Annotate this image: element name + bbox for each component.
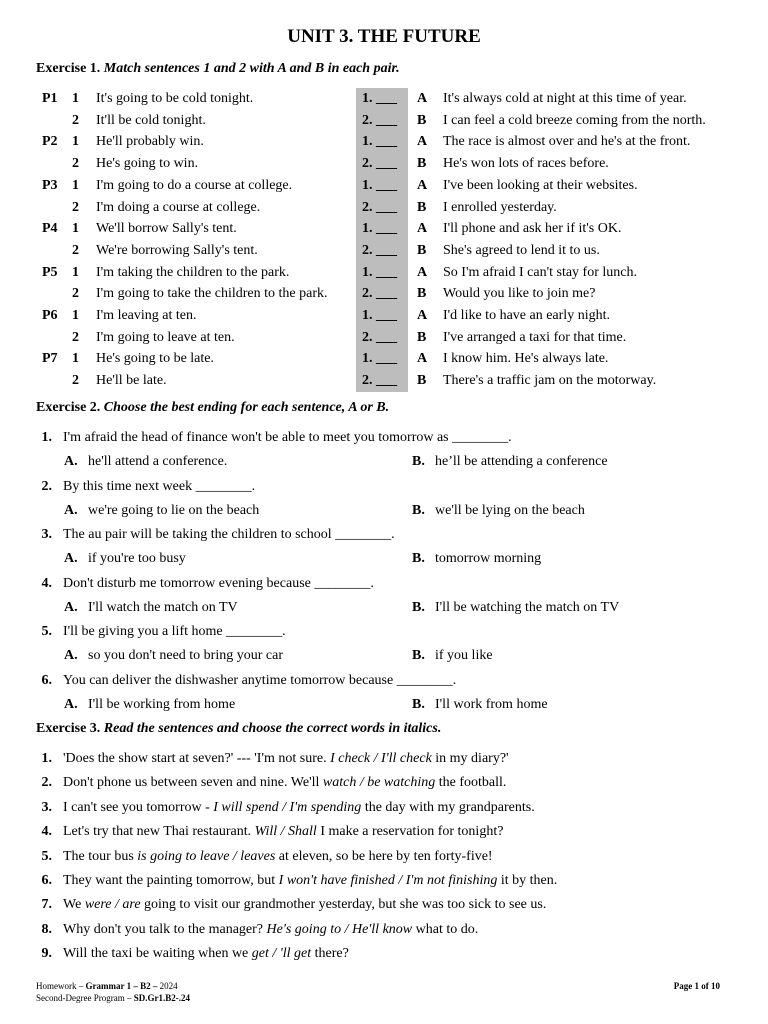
footer-line1-bold: Grammar 1 – B2 –: [85, 981, 158, 991]
match-row: [0, 305, 768, 327]
answer-blank[interactable]: 1. ___: [362, 91, 397, 106]
sentence-number: 8.: [41, 921, 52, 937]
italic-choices[interactable]: I won't have finished / I'm not finishing: [278, 873, 498, 888]
question: [0, 525, 768, 545]
answer-blank[interactable]: 1. ___: [362, 177, 397, 193]
sentence-post: I make a reservation for tonight?: [316, 824, 504, 840]
sentence-text: It'll be cold tonight.: [96, 112, 206, 128]
question-number: 4.: [41, 575, 52, 591]
question-text: You can deliver the dishwasher anytime tomorrow because ________.: [63, 673, 457, 688]
option-letter: A: [417, 134, 428, 150]
sentence-text: [63, 773, 506, 793]
exercise1-heading: [36, 61, 400, 77]
option-letter: B: [417, 329, 427, 345]
sentence-number: 2: [72, 286, 79, 302]
sentence-number: 1.: [41, 751, 52, 766]
option-text: Would you like to join me?: [443, 286, 596, 302]
answer-blank[interactable]: 2. ___: [362, 199, 397, 215]
match-row: [0, 218, 768, 240]
sentence-text: I'm going to take the children to the park.: [96, 286, 328, 302]
sentence-text: I'm leaving at ten.: [96, 308, 197, 323]
sentence-item: [0, 871, 768, 891]
option-letter: B: [417, 112, 427, 128]
sentence-item: [0, 847, 768, 867]
sentence-number: 3.: [41, 799, 52, 815]
option-a-label[interactable]: A.: [64, 599, 78, 615]
option-letter: A: [417, 91, 428, 106]
footer-course-info: [36, 980, 190, 1004]
answer-blank[interactable]: 1. ___: [362, 221, 397, 237]
option-b-text[interactable]: he’ll be attending a conference: [435, 454, 608, 469]
option-text: I'd like to have an early night.: [443, 308, 610, 323]
sentence-number: 1: [72, 177, 79, 193]
pair-label: P7: [42, 351, 58, 367]
match-row: [0, 175, 768, 197]
page-label: Page: [673, 981, 695, 991]
sentence-text: [63, 822, 503, 842]
italic-choices[interactable]: I will spend / I'm spending: [213, 799, 362, 815]
sentence-post: there?: [311, 946, 349, 962]
sentence-number: 2: [72, 329, 79, 345]
option-a-text[interactable]: I'll be working from home: [88, 697, 236, 712]
pair-label: P1: [42, 91, 58, 106]
sentence-item: [0, 920, 768, 940]
italic-choices[interactable]: I check / I'll check: [330, 751, 432, 766]
option-a-text[interactable]: I'll watch the match on TV: [88, 599, 238, 615]
sentence-text: [63, 798, 535, 818]
match-row: [0, 197, 768, 219]
question: [0, 574, 768, 594]
sentence-item: [0, 822, 768, 842]
option-text: I'll phone and ask her if it's OK.: [443, 221, 622, 237]
option-a-label[interactable]: A.: [64, 697, 78, 712]
match-row: [0, 283, 768, 305]
sentence-text: It's going to be cold tonight.: [96, 91, 254, 106]
options-row: [0, 549, 768, 569]
answer-blank[interactable]: 1. ___: [362, 264, 397, 280]
option-a-text[interactable]: we're going to lie on the beach: [88, 502, 260, 518]
answer-blank[interactable]: 1. ___: [362, 351, 397, 367]
sentence-text: [63, 871, 557, 891]
page-number: [674, 980, 720, 992]
option-b-text[interactable]: I'll work from home: [435, 697, 548, 712]
option-text: It's always cold at night at this time of year.: [443, 91, 687, 106]
question: [0, 477, 768, 497]
option-text: So I'm afraid I can't stay for lunch.: [443, 264, 637, 280]
option-b-label[interactable]: B.: [412, 502, 425, 518]
italic-choices[interactable]: were / are: [84, 897, 141, 913]
match-row: [0, 370, 768, 392]
sentence-pre: The tour bus: [63, 848, 138, 864]
option-b-label[interactable]: B.: [412, 551, 425, 567]
option-letter: B: [417, 199, 427, 215]
question-text: The au pair will be taking the children to school ________.: [63, 527, 395, 543]
footer-line2-pre: Second-Degree Program –: [36, 993, 134, 1003]
match-row: [0, 153, 768, 175]
answer-blank[interactable]: 1. ___: [362, 308, 397, 323]
sentence-text: We'll borrow Sally's tent.: [96, 221, 237, 237]
option-b-label[interactable]: B.: [412, 454, 425, 469]
option-b-text[interactable]: we'll be lying on the beach: [435, 502, 585, 518]
footer-line2-bold: SD.Gr1.B2-.24: [133, 993, 190, 1003]
match-row: [0, 110, 768, 132]
option-text: He's won lots of races before.: [443, 156, 609, 172]
footer-line-2: [36, 992, 190, 1004]
option-letter: A: [417, 177, 428, 193]
sentence-number: 1: [72, 351, 79, 367]
pair-label: P6: [42, 308, 58, 323]
sentence-text: We're borrowing Sally's tent.: [96, 242, 258, 258]
options-row: [0, 598, 768, 618]
option-text: She's agreed to lend it to us.: [443, 242, 600, 258]
option-b-label[interactable]: B.: [412, 599, 425, 615]
sentence-text: I'm going to leave at ten.: [96, 329, 235, 345]
option-text: I know him. He's always late.: [443, 351, 609, 367]
option-letter: A: [417, 264, 428, 280]
option-b-label[interactable]: B.: [412, 697, 425, 712]
option-text: I enrolled yesterday.: [443, 199, 557, 215]
option-letter: B: [417, 373, 427, 389]
option-a-label[interactable]: A.: [64, 551, 78, 567]
option-b-label[interactable]: B.: [412, 648, 425, 664]
sentence-number: 1: [72, 264, 79, 280]
option-b-text[interactable]: if you like: [435, 648, 493, 664]
question-number: 5.: [41, 624, 52, 640]
option-letter: B: [417, 286, 427, 302]
question-text: I'll be giving you a lift home ________.: [63, 624, 286, 640]
sentence-pre: Let's try that new Thai restaurant.: [63, 824, 255, 840]
sentence-number: 6.: [41, 873, 52, 888]
answer-blank[interactable]: 2. ___: [362, 286, 397, 302]
answer-blank[interactable]: 2. ___: [362, 373, 397, 389]
answer-blank[interactable]: 2. ___: [362, 112, 397, 128]
sentence-text: I'm taking the children to the park.: [96, 264, 290, 280]
sentence-item: [0, 773, 768, 793]
match-row: [0, 131, 768, 153]
match-row: [0, 262, 768, 284]
sentence-text: He'll probably win.: [96, 134, 204, 150]
sentence-number: 2: [72, 156, 79, 172]
sentence-text: [63, 847, 493, 867]
question-text: I'm afraid the head of finance won't be able to meet you tomorrow as ________.: [63, 430, 512, 445]
sentence-number: 1: [72, 221, 79, 237]
option-text: I can feel a cold breeze coming from the north.: [443, 112, 706, 128]
sentence-pre: Will the taxi be waiting when we: [63, 946, 252, 962]
sentence-text: [63, 920, 478, 940]
sentence-pre: 'Does the show start at seven?' --- 'I'm not sure.: [63, 751, 331, 766]
question-number: 2.: [41, 478, 52, 494]
sentence-text: He'll be late.: [96, 373, 167, 389]
question-number: 6.: [41, 673, 52, 688]
exercise2-instruction: Choose the best ending for each sentence, A or B.: [103, 400, 390, 415]
pair-label: P2: [42, 134, 58, 150]
option-letter: A: [417, 221, 428, 237]
exercise3-instruction: Read the sentences and choose the correct words in italics.: [103, 721, 442, 736]
options-row: [0, 646, 768, 666]
question-text: By this time next week ________.: [63, 478, 256, 494]
sentence-post: it by then.: [497, 873, 558, 888]
sentence-item: [0, 944, 768, 964]
option-letter: B: [417, 156, 427, 172]
option-letter: A: [417, 351, 428, 367]
sentence-post: what to do.: [412, 921, 479, 937]
answer-blank[interactable]: 1. ___: [362, 134, 397, 150]
exercise1-label: Exercise 1.: [36, 61, 101, 76]
exercise3-heading: [36, 721, 441, 737]
question: [0, 671, 768, 691]
sentence-pre: Why don't you talk to the manager?: [63, 921, 267, 937]
page-current: 1: [694, 981, 699, 991]
sentence-text: He's going to win.: [96, 156, 199, 172]
sentence-post: going to visit our grandmother yesterday, but she was too sick to see us.: [140, 897, 547, 913]
sentence-post: the day with my grandparents.: [361, 799, 535, 815]
sentence-pre: Don't phone us between seven and nine. We'll: [63, 775, 323, 791]
sentence-number: 2: [72, 112, 79, 128]
question: [0, 428, 768, 448]
option-b-text[interactable]: tomorrow morning: [435, 551, 542, 567]
sentence-post: at eleven, so be here by ten forty-five!: [275, 848, 493, 864]
page-of: of: [699, 981, 711, 991]
pair-label: P3: [42, 177, 58, 193]
match-row: [0, 88, 768, 110]
option-text: I've arranged a taxi for that time.: [443, 329, 627, 345]
exercise1-instruction: Match sentences 1 and 2 with A and B in each pair.: [103, 61, 400, 76]
sentence-number: 2: [72, 373, 79, 389]
sentence-number: 7.: [41, 897, 52, 913]
option-a-label[interactable]: A.: [64, 648, 78, 664]
sentence-text: I'm doing a course at college.: [96, 199, 261, 215]
page-title: UNIT 3. THE FUTURE: [287, 26, 481, 47]
sentence-number: 2: [72, 242, 79, 258]
option-letter: A: [417, 308, 428, 323]
option-a-label[interactable]: A.: [64, 454, 78, 469]
exercise2-label: Exercise 2.: [36, 400, 101, 415]
sentence-text: [63, 749, 509, 769]
option-a-label[interactable]: A.: [64, 502, 78, 518]
options-row: [0, 452, 768, 472]
answer-blank[interactable]: 2. ___: [362, 242, 397, 258]
option-a-text[interactable]: so you don't need to bring your car: [88, 648, 283, 664]
sentence-text: He's going to be late.: [96, 351, 214, 367]
answer-blank[interactable]: 2. ___: [362, 156, 397, 172]
option-text: The race is almost over and he's at the front.: [443, 134, 691, 150]
italic-choices[interactable]: get / 'll get: [251, 946, 312, 962]
pair-label: P4: [42, 221, 58, 237]
option-letter: B: [417, 242, 427, 258]
option-a-text[interactable]: if you're too busy: [88, 551, 186, 567]
sentence-number: 2.: [41, 775, 52, 791]
sentence-item: [0, 749, 768, 769]
sentence-post: in my diary?': [431, 751, 509, 766]
match-row: [0, 327, 768, 349]
question: [0, 622, 768, 642]
sentence-number: 5.: [41, 848, 52, 864]
page-total: 10: [711, 981, 720, 991]
question-number: 3.: [41, 527, 52, 543]
question-text: Don't disturb me tomorrow evening because ________.: [63, 575, 374, 591]
sentence-post: the football.: [435, 775, 507, 791]
italic-choices[interactable]: He's going to / He'll know: [266, 921, 413, 937]
options-row: [0, 501, 768, 521]
match-row: [0, 240, 768, 262]
sentence-pre: I can't see you tomorrow -: [63, 799, 214, 815]
footer-line1-pre: Homework –: [36, 981, 86, 991]
sentence-pre: We: [63, 897, 85, 913]
option-b-text[interactable]: I'll be watching the match on TV: [435, 599, 620, 615]
footer-line-1: [36, 980, 190, 992]
sentence-number: 2: [72, 199, 79, 215]
exercise3-label: Exercise 3.: [36, 721, 101, 736]
sentence-number: 1: [72, 134, 79, 150]
option-a-text[interactable]: he'll attend a conference.: [88, 454, 228, 469]
pair-label: P5: [42, 264, 58, 280]
sentence-number: 9.: [41, 946, 52, 962]
question-number: 1.: [41, 430, 52, 445]
italic-choices[interactable]: Will / Shall: [254, 824, 317, 840]
exercise2-heading: [36, 400, 389, 416]
sentence-number: 1: [72, 91, 79, 106]
match-row: [0, 348, 768, 370]
sentence-text: [63, 895, 546, 915]
sentence-text: I'm going to do a course at college.: [96, 177, 293, 193]
sentence-item: [0, 895, 768, 915]
italic-choices[interactable]: watch / be watching: [322, 775, 436, 791]
sentence-text: [63, 944, 349, 964]
answer-blank[interactable]: 2. ___: [362, 329, 397, 345]
options-row: [0, 695, 768, 715]
sentence-number: 4.: [41, 824, 52, 840]
italic-choices[interactable]: is going to leave / leaves: [137, 848, 276, 864]
footer-line1-post: 2024: [157, 981, 178, 991]
option-text: There's a traffic jam on the motorway.: [443, 373, 657, 389]
sentence-number: 1: [72, 308, 79, 323]
option-text: I've been looking at their websites.: [443, 177, 638, 193]
sentence-pre: They want the painting tomorrow, but: [63, 873, 279, 888]
sentence-item: [0, 798, 768, 818]
